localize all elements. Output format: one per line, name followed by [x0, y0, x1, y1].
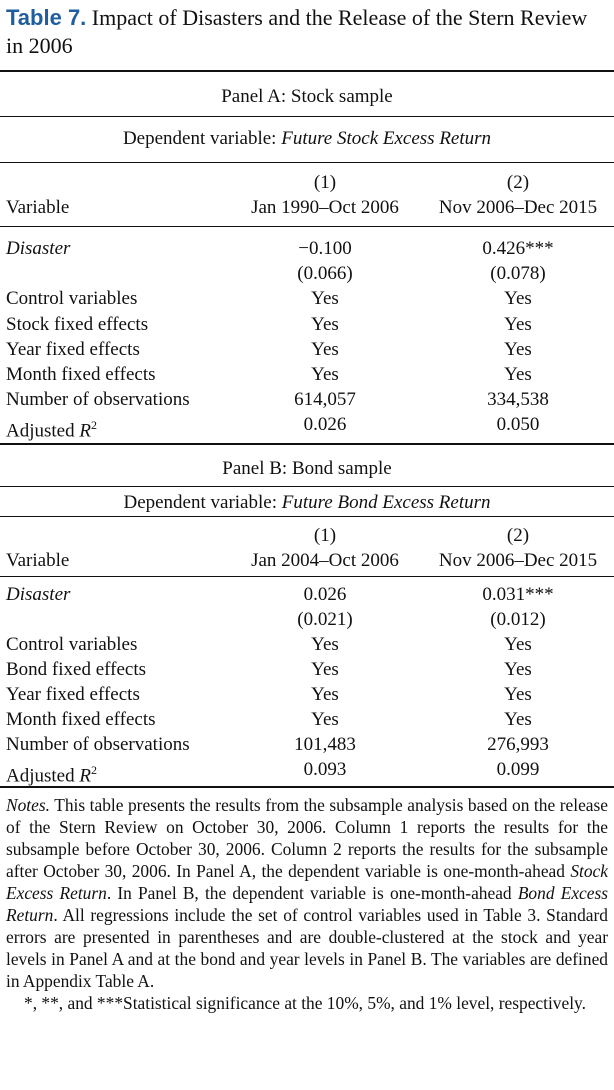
table-row: Number of observations 101,483 276,993	[6, 734, 549, 755]
table-row: Control variables Yes Yes	[6, 288, 532, 309]
table-bottom-rule	[0, 786, 614, 788]
table-row: Control variables Yes Yes	[6, 634, 532, 655]
notes-paragraph: Notes. This table presents the results from the subsample analysis based on the release of the Stern Review on October 30, 2006. Column 1 reports the results for the subsample before October 30, 2006. Column 2 reports the results for the subsample after October 30, 2006. In Panel A, the dependent variable is one-month-ahead Stock Excess Return. In Panel B, the dependent variable is one-month-ahead Bond Excess Return. All regressions include the set of control variables used in Table 3. Standard errors are presented in parentheses and are double-clustered at the stock and year levels in Panel A and at the bond and year levels in Panel B. The variables are defined in Appendix Table A.	[6, 795, 609, 991]
panel-b-rule	[0, 486, 614, 487]
table-row: Number of observations 614,057 334,538	[6, 389, 549, 410]
panel-a-dep-rule	[0, 162, 614, 163]
table-row: Year fixed effects Yes Yes	[6, 339, 532, 360]
table-row: Month fixed effects Yes Yes	[6, 709, 532, 730]
panel-a-heading: Panel A: Stock sample	[221, 86, 393, 107]
panel-a-rule	[0, 116, 614, 117]
panel-a-col-numbers: (1) (2)	[313, 172, 530, 193]
table-title	[6, 4, 606, 60]
panel-b-col-header: Variable Jan 2004–Oct 2006 Nov 2006–Dec 2015	[6, 550, 598, 571]
top-rule	[0, 70, 614, 72]
panel-b-col-numbers: (1) (2)	[313, 525, 530, 546]
panel-b-disaster-se-row: (0.021) (0.012)	[297, 609, 546, 630]
panel-a-disaster-se-row: (0.066) (0.078)	[297, 263, 546, 284]
panel-a-col-header: Variable Jan 1990–Oct 2006 Nov 2006–Dec 2015	[6, 197, 598, 218]
panel-a-dependent-variable: Dependent variable: Future Stock Excess Return	[122, 128, 492, 149]
table-row: Stock fixed effects Yes Yes	[6, 314, 532, 335]
significance-note: *, **, and ***Statistical significance at the 10%, 5%, and 1% level, respectively.	[24, 993, 586, 1013]
table-row: Month fixed effects Yes Yes	[6, 364, 532, 385]
table-notes	[6, 794, 608, 1014]
table-row: Bond fixed effects Yes Yes	[6, 659, 532, 680]
panel-b-dependent-variable: Dependent variable: Future Bond Excess Return	[123, 492, 491, 513]
panel-a-disaster-row: Disaster −0.100 0.426***	[6, 238, 554, 259]
panel-b-heading: Panel B: Bond sample	[222, 458, 392, 479]
table-caption: Impact of Disasters and the Release of the Stern Review in 2006	[6, 5, 588, 58]
panel-b-adj-r2-row: Adjusted $R^2$ 0.093 0.099	[6, 759, 540, 787]
panel-b-dep-rule	[0, 516, 614, 517]
panel-b-header-rule	[0, 576, 614, 577]
panel-a-bottom-rule	[0, 443, 614, 445]
panel-a-header-rule	[0, 226, 614, 227]
panel-b-disaster-row: Disaster 0.026 0.031***	[6, 584, 554, 605]
panel-a-adj-r2-row: Adjusted $R^2$ 0.026 0.050	[6, 414, 540, 442]
table-label: Table 7.	[6, 5, 87, 30]
table-row: Year fixed effects Yes Yes	[6, 684, 532, 705]
